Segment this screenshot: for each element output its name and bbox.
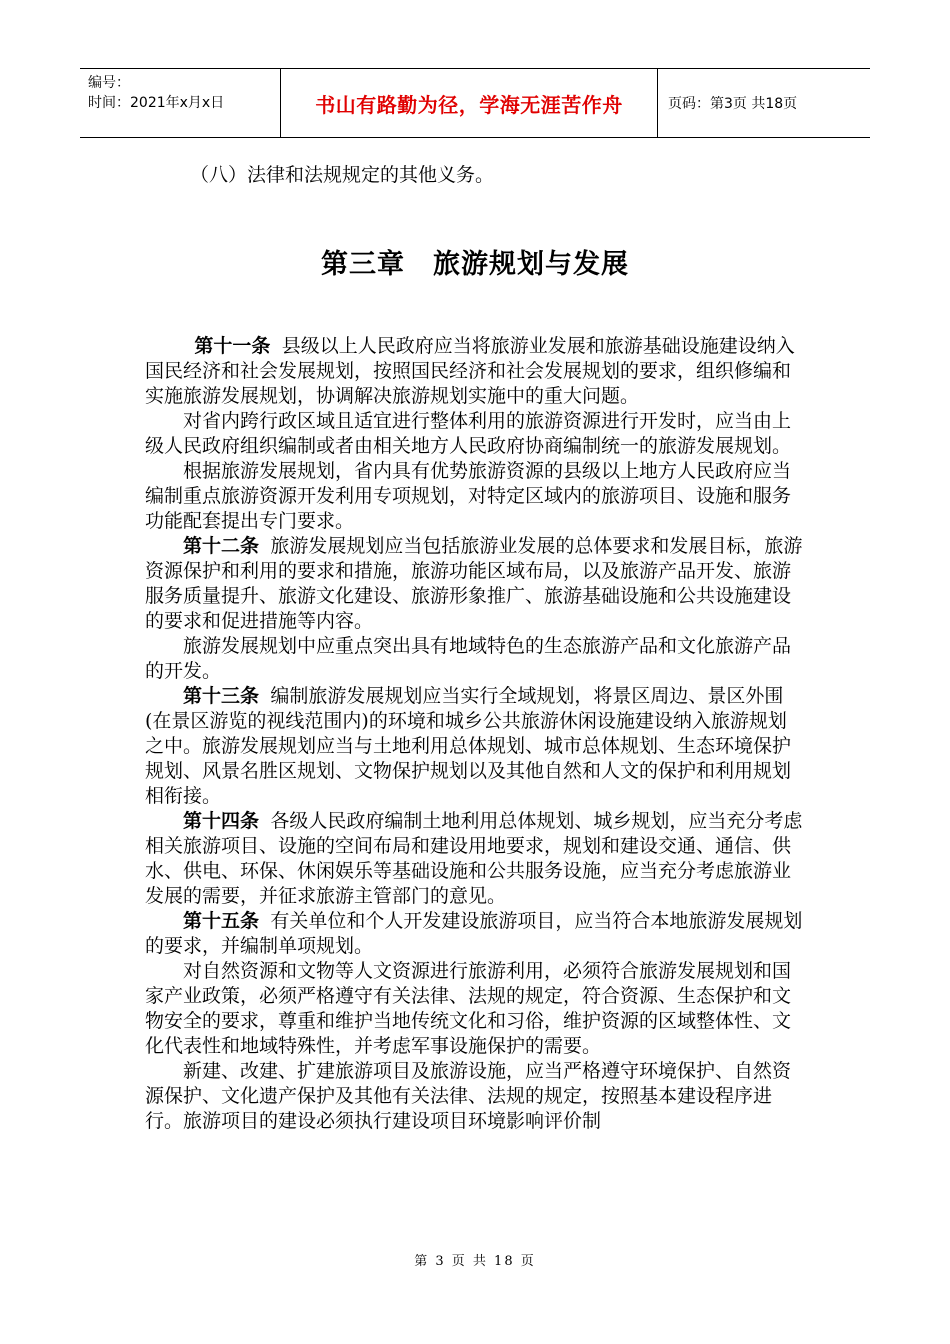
paragraph-text: 新建、改建、扩建旅游项目及旅游设施，应当严格遵守环境保护、自然资源保护、文化遗产保护及其他有关法律、法规的规定，按照基本建设程序进行。旅游项目的建设必须执行建设项目环境影响评价制 <box>145 1060 792 1132</box>
article-number: 第十三条 <box>183 685 260 707</box>
chapter-heading <box>0 242 950 281</box>
number-label: 编号： <box>88 75 130 91</box>
document-body <box>145 334 805 1134</box>
article-number: 第十四条 <box>183 810 260 832</box>
continued-clause: （八）法律和法规规定的其他义务。 <box>190 164 495 186</box>
paragraph <box>145 1059 805 1134</box>
page-footer: 第 3 页 共 18 页 <box>414 1254 536 1269</box>
paragraph <box>145 809 805 909</box>
paragraph-text: 旅游发展规划应当包括旅游业发展的总体要求和发展目标，旅游资源保护和利用的要求和措施，旅游功能区域布局，以及旅游产品开发、旅游服务质量提升、旅游文化建设、旅游形象推广、旅游基础设施和公共设施建设的要求和促进措施等内容。 <box>145 535 803 632</box>
paragraph <box>145 409 805 459</box>
paragraph-text: 旅游发展规划中应重点突出具有地域特色的生态旅游产品和文化旅游产品的开发。 <box>145 635 792 682</box>
paragraph <box>145 959 805 1059</box>
paragraph <box>145 334 805 409</box>
page-header <box>80 68 870 138</box>
paragraph-text: 对省内跨行政区域且适宜进行整体利用的旅游资源进行开发时，应当由上级人民政府组织编制或者由相关地方人民政府协商编制统一的旅游发展规划。 <box>145 410 792 457</box>
paragraph-text: 编制旅游发展规划应当实行全域规划，将景区周边、景区外围(在景区游览的视线范围内)的环境和城乡公共旅游休闲设施建设纳入旅游规划之中。旅游发展规划应当与土地利用总体规划、城市总体规划、生态环境保护规划、风景名胜区规划、文物保护规划以及其他自然和人文的保护和利用规划相衔接。 <box>145 685 792 807</box>
time-label: 时间：2021年x月x日 <box>88 95 225 111</box>
paragraph-text: 县级以上人民政府应当将旅游业发展和旅游基础设施建设纳入国民经济和社会发展规划，按照国民经济和社会发展规划的要求，组织修编和实施旅游发展规划，协调解决旅游规划实施中的重大问题。 <box>145 335 795 407</box>
paragraph <box>145 909 805 959</box>
chapter-number: 第三章 <box>321 249 405 280</box>
header-meta <box>80 69 280 137</box>
paragraph-text: 各级人民政府编制土地利用总体规划、城乡规划，应当充分考虑相关旅游项目、设施的空间布局和建设用地要求，规划和建设交通、通信、供水、供电、环保、休闲娱乐等基础设施和公共服务设施，应当充分考虑旅游业发展的需要，并征求旅游主管部门的意见。 <box>145 810 803 907</box>
paragraph <box>145 459 805 534</box>
article-number: 第十二条 <box>183 535 260 557</box>
paragraph-text: 对自然资源和文物等人文资源进行旅游利用，必须符合旅游发展规划和国家产业政策，必须严格遵守有关法律、法规的规定，符合资源、生态保护和文物安全的要求，尊重和维护当地传统文化和习俗，维护资源的区域整体性、文化代表性和地域特殊性，并考虑军事设施保护的需要。 <box>145 960 792 1057</box>
paragraph-text: 根据旅游发展规划，省内具有优势旅游资源的县级以上地方人民政府应当编制重点旅游资源开发利用专项规划，对特定区域内的旅游项目、设施和服务功能配套提出专门要求。 <box>145 460 792 532</box>
paragraph <box>145 634 805 684</box>
header-page-info: 页码：第3页 共18页 <box>668 96 798 112</box>
paragraph-text: 有关单位和个人开发建设旅游项目，应当符合本地旅游发展规划的要求，并编制单项规划。 <box>145 910 803 957</box>
article-number: 第十五条 <box>183 910 260 932</box>
chapter-title: 旅游规划与发展 <box>433 249 629 280</box>
paragraph <box>145 684 805 809</box>
header-motto: 书山有路勤为径，学海无涯苦作舟 <box>280 69 658 137</box>
paragraph <box>145 534 805 634</box>
article-number: 第十一条 <box>194 335 271 357</box>
